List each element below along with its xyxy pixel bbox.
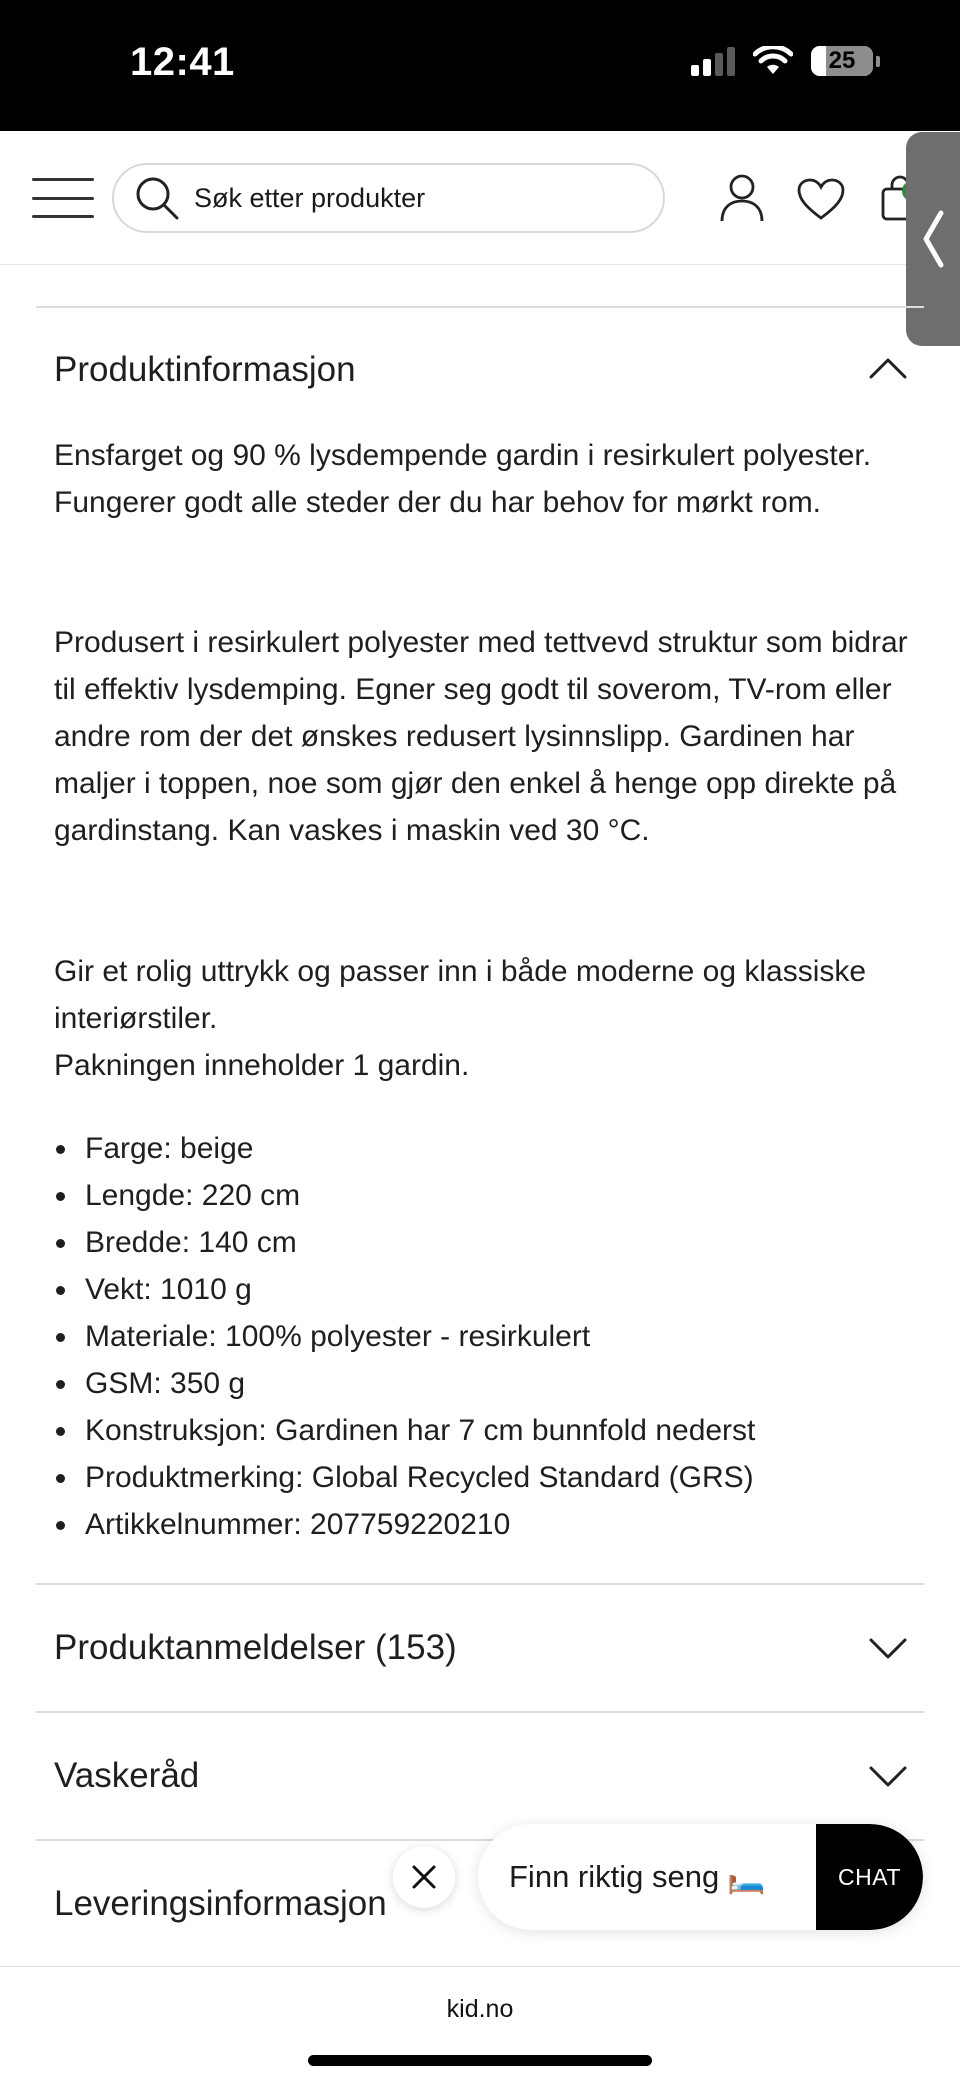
chevron-down-icon[interactable] bbox=[868, 1637, 908, 1661]
spec-weight: Vekt: 1010 g bbox=[54, 1266, 755, 1313]
accordion-header-reviews[interactable]: Produktanmeldelser (153) bbox=[54, 1628, 457, 1667]
divider bbox=[36, 1711, 924, 1713]
accordion-header-delivery[interactable]: Leveringsinformasjon bbox=[54, 1884, 387, 1923]
chat-prompt-text[interactable] bbox=[509, 1859, 766, 1896]
user-icon[interactable] bbox=[719, 173, 765, 223]
product-description-details: Produsert i resirkulert polyester med tettvevd struktur som bidrar til effektiv lysdemping. Egner seg godt til soverom, TV-rom eller andre rom der det ønskes redusert lysinnslipp. Gardinen har maljer i toppen, noe som gjør den enkel å henge opp direkte på gardinstang. Kan vaskes i maskin ved 30 °C. bbox=[54, 626, 908, 847]
spec-material: Materiale: 100% polyester - resirkulert bbox=[54, 1313, 755, 1360]
product-specs-list bbox=[54, 1125, 755, 1548]
status-bar bbox=[0, 0, 960, 131]
chat-prompt[interactable] bbox=[478, 1824, 923, 1930]
spec-length: Lengde: 220 cm bbox=[54, 1172, 755, 1219]
status-time: 12:41 bbox=[130, 40, 235, 84]
home-indicator[interactable] bbox=[308, 2055, 652, 2066]
menu-button[interactable] bbox=[32, 178, 94, 218]
chat-prompt-label: Finn riktig seng bbox=[509, 1859, 720, 1894]
divider bbox=[36, 306, 924, 308]
heart-icon[interactable] bbox=[796, 177, 846, 221]
status-icons bbox=[691, 46, 880, 76]
browser-url-bar bbox=[0, 1966, 960, 2081]
product-description-style: Gir et rolig uttrykk og passer inn i både moderne og klassiske interiørstiler. bbox=[54, 955, 867, 1035]
battery-level: 25 bbox=[828, 47, 856, 74]
url-text[interactable]: kid.no bbox=[446, 1995, 514, 2023]
bed-emoji-icon: 🛏️ bbox=[727, 1859, 766, 1895]
chevron-down-icon[interactable] bbox=[868, 1765, 908, 1789]
site-header bbox=[0, 131, 960, 265]
cellular-signal-icon bbox=[691, 46, 735, 76]
product-description-intro: Ensfarget og 90 % lysdempende gardin i resirkulert polyester. Fungerer godt alle steder der du har behov for mørkt rom. bbox=[54, 439, 872, 519]
accordion-header-washing[interactable]: Vaskeråd bbox=[54, 1756, 200, 1795]
accordion-header-product-info[interactable]: Produktinformasjon bbox=[54, 350, 356, 389]
spec-width: Bredde: 140 cm bbox=[54, 1219, 755, 1266]
product-package-contents: Pakningen inneholder 1 gardin. bbox=[54, 1049, 470, 1082]
close-icon bbox=[411, 1864, 437, 1890]
close-chat-prompt-button[interactable] bbox=[393, 1846, 455, 1908]
divider bbox=[36, 1583, 924, 1585]
search-icon bbox=[134, 175, 180, 221]
search-bar[interactable] bbox=[112, 163, 665, 233]
chevron-up-icon[interactable] bbox=[868, 356, 908, 380]
wifi-icon bbox=[753, 46, 793, 76]
spec-color: Farge: beige bbox=[54, 1125, 755, 1172]
search-input[interactable] bbox=[194, 183, 614, 214]
side-panel-handle[interactable] bbox=[906, 132, 960, 346]
chevron-left-icon bbox=[921, 209, 945, 269]
chat-button[interactable]: CHAT bbox=[816, 1824, 923, 1930]
spec-article-number: Artikkelnummer: 207759220210 bbox=[54, 1501, 755, 1548]
spec-certification: Produktmerking: Global Recycled Standard (GRS) bbox=[54, 1454, 755, 1501]
spec-construction: Konstruksjon: Gardinen har 7 cm bunnfold nederst bbox=[54, 1407, 755, 1454]
spec-gsm: GSM: 350 g bbox=[54, 1360, 755, 1407]
battery-icon bbox=[811, 46, 873, 76]
